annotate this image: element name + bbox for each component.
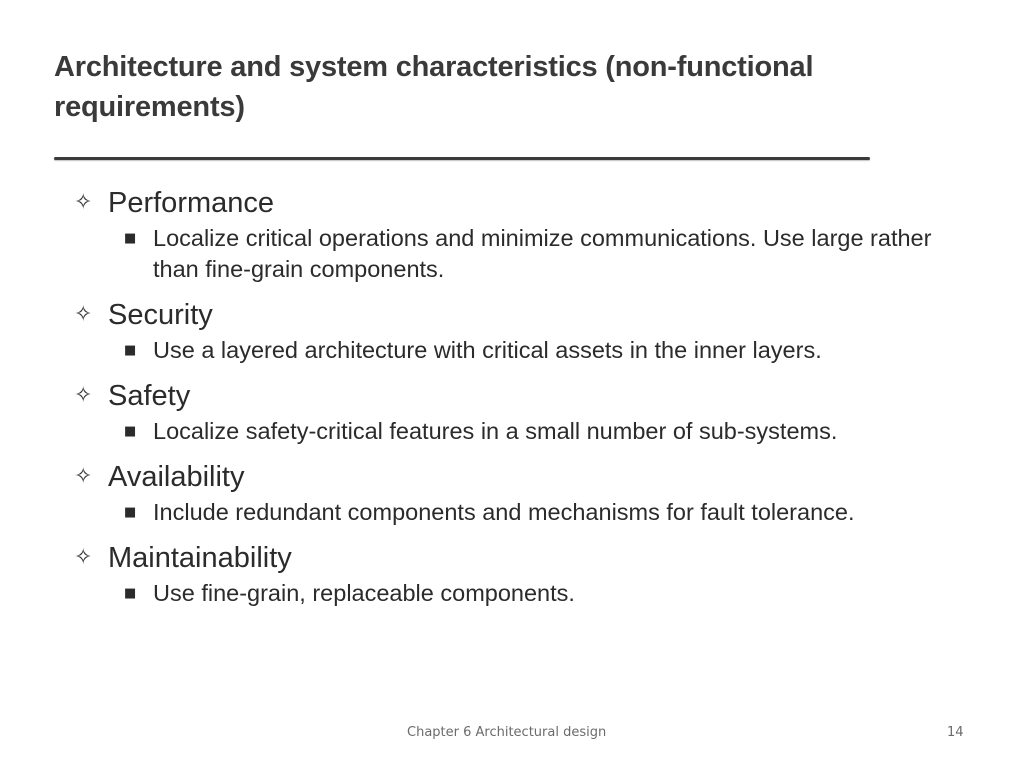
- sub-bullet-list: [74, 497, 994, 528]
- square-bullet-icon: ■: [124, 586, 137, 601]
- bullet-label: Availability: [108, 461, 245, 493]
- sub-bullet-item: [124, 223, 994, 285]
- bullet-label: Maintainability: [108, 542, 292, 574]
- title-underline: [54, 157, 870, 160]
- four-point-star-icon: ✧: [74, 545, 93, 570]
- sub-bullet-text: Localize safety-critical features in a small number of sub-systems.: [153, 418, 838, 444]
- sub-bullet-item: [124, 578, 994, 609]
- bullet-label: Performance: [108, 187, 275, 219]
- four-point-star-icon: ✧: [74, 302, 93, 327]
- four-point-star-icon: ✧: [74, 190, 93, 215]
- sub-bullet-item: [124, 497, 994, 528]
- sub-bullet-item: [124, 335, 994, 366]
- square-bullet-icon: ■: [124, 505, 137, 520]
- sub-bullet-item: [124, 416, 994, 447]
- square-bullet-icon: ■: [124, 231, 137, 246]
- bullet-item-safety: [74, 376, 994, 447]
- bullet-item-availability: [74, 457, 994, 528]
- sub-bullet-text: Use a layered architecture with critical assets in the inner layers.: [153, 337, 822, 363]
- sub-bullet-list: [74, 416, 994, 447]
- sub-bullet-list: [74, 335, 994, 366]
- four-point-star-icon: ✧: [74, 464, 93, 489]
- footer-chapter: Chapter 6 Architectural design: [407, 725, 607, 740]
- slide-title: Architecture and system characteristics (non-functional requirements): [54, 51, 814, 123]
- sub-bullet-list: [74, 223, 994, 285]
- bullet-item-performance: [74, 183, 994, 285]
- four-point-star-icon: ✧: [74, 383, 93, 408]
- bullet-item-maintainability: [74, 538, 994, 609]
- bullet-list: [74, 183, 994, 619]
- sub-bullet-text: Use fine-grain, replaceable components.: [153, 580, 575, 606]
- sub-bullet-list: [74, 578, 994, 609]
- sub-bullet-text: Include redundant components and mechanisms for fault tolerance.: [153, 499, 855, 525]
- bullet-label: Safety: [108, 380, 191, 412]
- bullet-item-security: [74, 295, 994, 366]
- bullet-label: Security: [108, 299, 213, 331]
- square-bullet-icon: ■: [124, 424, 137, 439]
- square-bullet-icon: ■: [124, 343, 137, 358]
- sub-bullet-text: Localize critical operations and minimize communications. Use large rather than fine-grain components.: [153, 225, 932, 282]
- page-number: 14: [947, 725, 964, 740]
